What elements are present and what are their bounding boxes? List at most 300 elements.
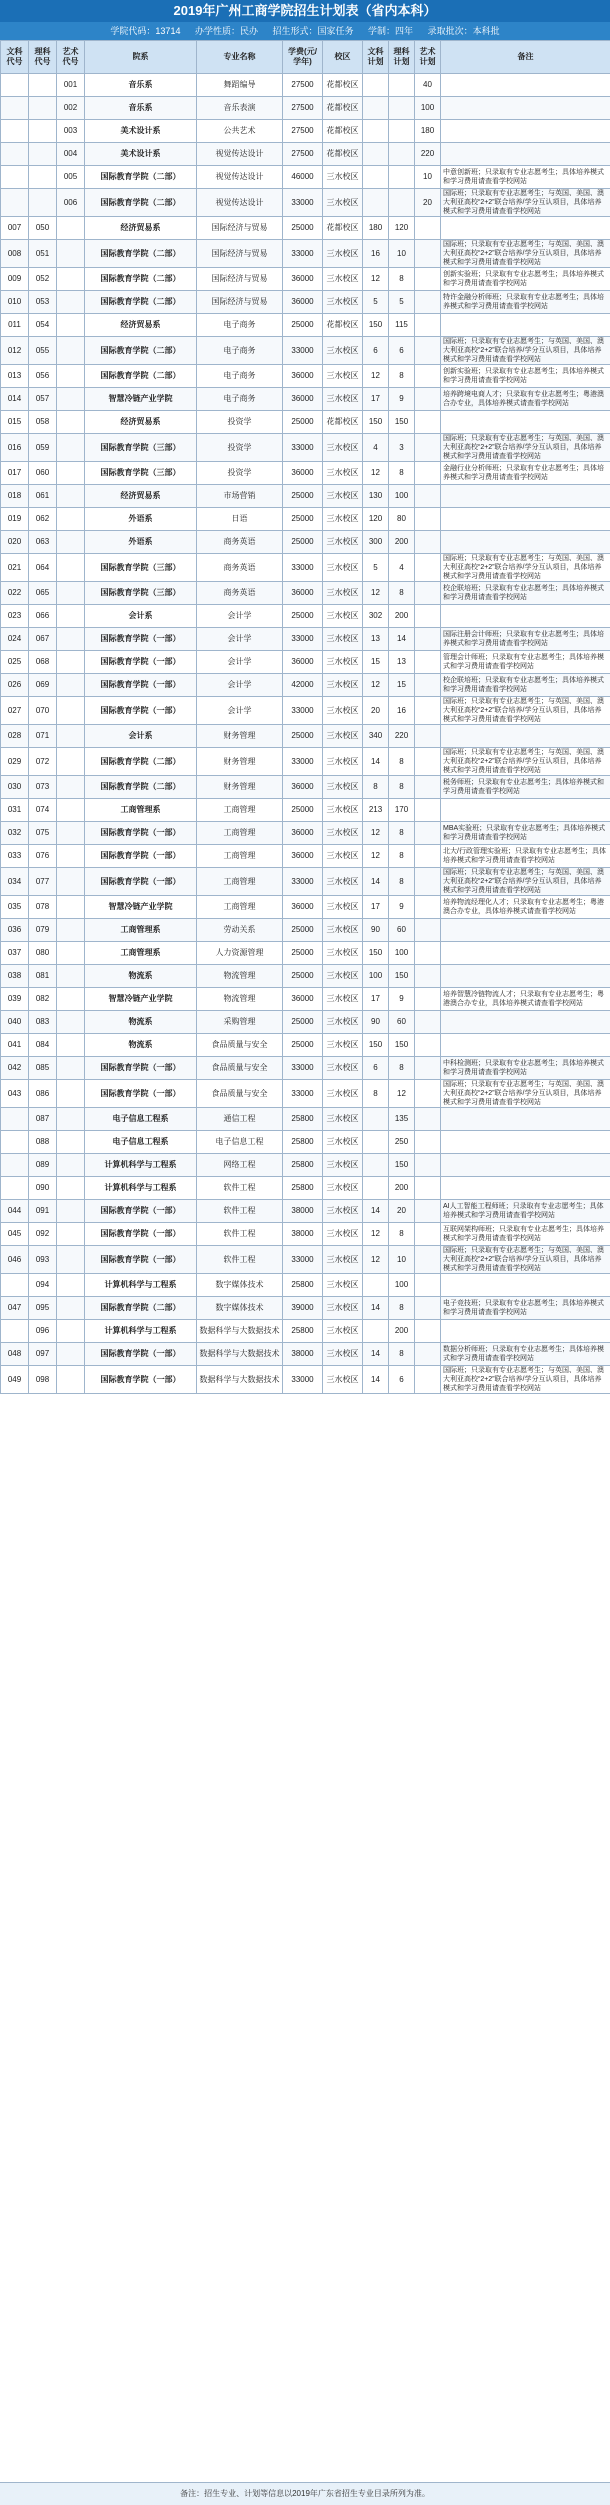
table-row bbox=[1, 697, 610, 725]
arts-code-cell: 010 bbox=[1, 291, 29, 314]
arts-code-cell bbox=[1, 189, 29, 217]
tuition-cell: 36000 bbox=[283, 651, 323, 674]
art-plan-cell bbox=[415, 1223, 441, 1246]
science-code-cell: 060 bbox=[29, 462, 57, 485]
campus-cell: 三水校区 bbox=[323, 988, 363, 1011]
art-code-cell: 005 bbox=[57, 166, 85, 189]
campus-cell: 三水校区 bbox=[323, 919, 363, 942]
major-cell: 商务英语 bbox=[197, 531, 283, 554]
notes-cell: 创新实验班；只录取有专业志愿考生；具体培养模式和学习费用请查看学校网站 bbox=[441, 268, 610, 291]
department-cell: 国际教育学院（一部） bbox=[85, 1057, 197, 1080]
department-cell: 国际教育学院（一部） bbox=[85, 1343, 197, 1366]
art-plan-cell: 20 bbox=[415, 189, 441, 217]
col-header-arts-plan: 文科计划 bbox=[363, 41, 389, 74]
art-plan-cell: 180 bbox=[415, 120, 441, 143]
notes-cell bbox=[441, 217, 610, 240]
campus-cell: 三水校区 bbox=[323, 748, 363, 776]
table-row bbox=[1, 166, 610, 189]
tuition-cell: 25000 bbox=[283, 725, 323, 748]
department-cell: 国际教育学院（三部） bbox=[85, 462, 197, 485]
department-cell: 国际教育学院（二部） bbox=[85, 365, 197, 388]
science-plan-cell: 9 bbox=[389, 988, 415, 1011]
major-cell: 软件工程 bbox=[197, 1177, 283, 1200]
science-plan-cell bbox=[389, 189, 415, 217]
arts-code-cell bbox=[1, 1108, 29, 1131]
art-plan-cell bbox=[415, 988, 441, 1011]
subtitle-school-type: 办学性质：民办 bbox=[194, 26, 258, 36]
art-code-cell bbox=[57, 1223, 85, 1246]
art-plan-cell bbox=[415, 240, 441, 268]
table-row bbox=[1, 965, 610, 988]
major-cell: 视觉传达设计 bbox=[197, 166, 283, 189]
department-cell: 会计系 bbox=[85, 605, 197, 628]
art-plan-cell bbox=[415, 1034, 441, 1057]
department-cell: 计算机科学与工程系 bbox=[85, 1274, 197, 1297]
science-code-cell: 096 bbox=[29, 1320, 57, 1343]
art-plan-cell bbox=[415, 919, 441, 942]
campus-cell: 三水校区 bbox=[323, 485, 363, 508]
table-row bbox=[1, 1131, 610, 1154]
arts-code-cell: 018 bbox=[1, 485, 29, 508]
tuition-cell: 33000 bbox=[283, 434, 323, 462]
subtitle-school-code: 学院代码：13714 bbox=[110, 26, 181, 36]
campus-cell: 三水校区 bbox=[323, 868, 363, 896]
tuition-cell: 36000 bbox=[283, 462, 323, 485]
campus-cell: 三水校区 bbox=[323, 291, 363, 314]
art-code-cell bbox=[57, 1320, 85, 1343]
tuition-cell: 36000 bbox=[283, 582, 323, 605]
table-body bbox=[1, 74, 610, 1394]
art-plan-cell bbox=[415, 1274, 441, 1297]
art-code-cell bbox=[57, 776, 85, 799]
major-cell: 财务管理 bbox=[197, 776, 283, 799]
art-code-cell bbox=[57, 1131, 85, 1154]
arts-plan-cell: 12 bbox=[363, 462, 389, 485]
department-cell: 国际教育学院（二部） bbox=[85, 189, 197, 217]
col-header-science-code: 理科代号 bbox=[29, 41, 57, 74]
table-row bbox=[1, 582, 610, 605]
arts-code-cell: 033 bbox=[1, 845, 29, 868]
art-plan-cell bbox=[415, 365, 441, 388]
arts-plan-cell bbox=[363, 1154, 389, 1177]
major-cell: 电子商务 bbox=[197, 337, 283, 365]
science-plan-cell: 200 bbox=[389, 605, 415, 628]
arts-code-cell: 022 bbox=[1, 582, 29, 605]
art-code-cell bbox=[57, 896, 85, 919]
arts-code-cell bbox=[1, 166, 29, 189]
arts-plan-cell: 8 bbox=[363, 1080, 389, 1108]
arts-plan-cell bbox=[363, 1274, 389, 1297]
campus-cell: 三水校区 bbox=[323, 189, 363, 217]
campus-cell: 三水校区 bbox=[323, 337, 363, 365]
science-plan-cell: 115 bbox=[389, 314, 415, 337]
tuition-cell: 36000 bbox=[283, 988, 323, 1011]
notes-cell: 金融行业分析师班；只录取有专业志愿考生；具体培养模式和学习费用请查看学校网站 bbox=[441, 462, 610, 485]
science-code-cell bbox=[29, 120, 57, 143]
department-cell: 经济贸易系 bbox=[85, 314, 197, 337]
art-plan-cell bbox=[415, 868, 441, 896]
campus-cell: 三水校区 bbox=[323, 799, 363, 822]
table-row bbox=[1, 942, 610, 965]
tuition-cell: 25000 bbox=[283, 1011, 323, 1034]
science-code-cell: 090 bbox=[29, 1177, 57, 1200]
arts-code-cell bbox=[1, 97, 29, 120]
table-row bbox=[1, 776, 610, 799]
science-code-cell: 061 bbox=[29, 485, 57, 508]
table-row bbox=[1, 434, 610, 462]
tuition-cell: 25000 bbox=[283, 942, 323, 965]
science-code-cell: 056 bbox=[29, 365, 57, 388]
science-code-cell: 071 bbox=[29, 725, 57, 748]
science-plan-cell: 200 bbox=[389, 1177, 415, 1200]
arts-code-cell: 011 bbox=[1, 314, 29, 337]
arts-code-cell: 027 bbox=[1, 697, 29, 725]
major-cell: 食品质量与安全 bbox=[197, 1080, 283, 1108]
table-row bbox=[1, 988, 610, 1011]
notes-cell: 校企联培班；只录取有专业志愿考生；具体培养模式和学习费用请查看学校网站 bbox=[441, 582, 610, 605]
tuition-cell: 38000 bbox=[283, 1343, 323, 1366]
table-row bbox=[1, 845, 610, 868]
science-code-cell: 084 bbox=[29, 1034, 57, 1057]
art-code-cell bbox=[57, 1108, 85, 1131]
arts-plan-cell bbox=[363, 166, 389, 189]
arts-code-cell: 029 bbox=[1, 748, 29, 776]
arts-plan-cell: 90 bbox=[363, 919, 389, 942]
art-plan-cell bbox=[415, 1011, 441, 1034]
major-cell: 软件工程 bbox=[197, 1200, 283, 1223]
tuition-cell: 25000 bbox=[283, 314, 323, 337]
major-cell: 投资学 bbox=[197, 411, 283, 434]
table-row bbox=[1, 896, 610, 919]
table-row bbox=[1, 120, 610, 143]
table-row bbox=[1, 74, 610, 97]
science-code-cell: 077 bbox=[29, 868, 57, 896]
campus-cell: 三水校区 bbox=[323, 268, 363, 291]
major-cell: 国际经济与贸易 bbox=[197, 268, 283, 291]
table-row bbox=[1, 868, 610, 896]
art-code-cell bbox=[57, 605, 85, 628]
department-cell: 电子信息工程系 bbox=[85, 1131, 197, 1154]
arts-plan-cell: 14 bbox=[363, 748, 389, 776]
science-code-cell: 076 bbox=[29, 845, 57, 868]
notes-cell: 国际班；只录取有专业志愿考生；与英国、美国、澳大利亚高校“2+2”联合培养/学分互认项目，具体培养模式和学习费用请查看学校网站 bbox=[441, 1366, 610, 1394]
arts-code-cell bbox=[1, 74, 29, 97]
arts-code-cell: 044 bbox=[1, 1200, 29, 1223]
department-cell: 智慧冷链产业学院 bbox=[85, 388, 197, 411]
arts-code-cell: 043 bbox=[1, 1080, 29, 1108]
science-code-cell: 063 bbox=[29, 531, 57, 554]
art-code-cell bbox=[57, 1154, 85, 1177]
tuition-cell: 33000 bbox=[283, 868, 323, 896]
notes-cell bbox=[441, 314, 610, 337]
major-cell: 商务英语 bbox=[197, 554, 283, 582]
table-row bbox=[1, 725, 610, 748]
arts-code-cell: 026 bbox=[1, 674, 29, 697]
campus-cell: 三水校区 bbox=[323, 166, 363, 189]
table-row bbox=[1, 1177, 610, 1200]
science-plan-cell: 8 bbox=[389, 582, 415, 605]
science-code-cell bbox=[29, 166, 57, 189]
table-row bbox=[1, 388, 610, 411]
major-cell: 商务英语 bbox=[197, 582, 283, 605]
arts-plan-cell: 8 bbox=[363, 776, 389, 799]
department-cell: 计算机科学与工程系 bbox=[85, 1177, 197, 1200]
art-plan-cell bbox=[415, 554, 441, 582]
major-cell: 数字媒体技术 bbox=[197, 1297, 283, 1320]
art-code-cell bbox=[57, 217, 85, 240]
major-cell: 电子信息工程 bbox=[197, 1131, 283, 1154]
science-plan-cell: 170 bbox=[389, 799, 415, 822]
science-code-cell: 093 bbox=[29, 1246, 57, 1274]
science-plan-cell: 80 bbox=[389, 508, 415, 531]
arts-plan-cell: 150 bbox=[363, 942, 389, 965]
science-plan-cell: 150 bbox=[389, 1154, 415, 1177]
table-row bbox=[1, 1246, 610, 1274]
table-row bbox=[1, 508, 610, 531]
art-code-cell: 003 bbox=[57, 120, 85, 143]
table-row bbox=[1, 217, 610, 240]
tuition-cell: 25000 bbox=[283, 411, 323, 434]
arts-code-cell: 020 bbox=[1, 531, 29, 554]
art-plan-cell bbox=[415, 434, 441, 462]
science-plan-cell: 60 bbox=[389, 919, 415, 942]
major-cell: 数据科学与大数据技术 bbox=[197, 1343, 283, 1366]
major-cell: 国际经济与贸易 bbox=[197, 240, 283, 268]
science-code-cell: 070 bbox=[29, 697, 57, 725]
science-plan-cell: 220 bbox=[389, 725, 415, 748]
campus-cell: 三水校区 bbox=[323, 1011, 363, 1034]
science-code-cell: 050 bbox=[29, 217, 57, 240]
arts-code-cell: 049 bbox=[1, 1366, 29, 1394]
arts-plan-cell: 14 bbox=[363, 1343, 389, 1366]
science-plan-cell bbox=[389, 74, 415, 97]
notes-cell bbox=[441, 1034, 610, 1057]
department-cell: 电子信息工程系 bbox=[85, 1108, 197, 1131]
major-cell: 数据科学与大数据技术 bbox=[197, 1320, 283, 1343]
department-cell: 经济贸易系 bbox=[85, 485, 197, 508]
col-header-art-plan: 艺术计划 bbox=[415, 41, 441, 74]
art-code-cell bbox=[57, 485, 85, 508]
department-cell: 工商管理系 bbox=[85, 799, 197, 822]
tuition-cell: 25000 bbox=[283, 508, 323, 531]
notes-cell: 国际班；只录取有专业志愿考生；与英国、美国、澳大利亚高校“2+2”联合培养/学分互认项目，具体培养模式和学习费用请查看学校网站 bbox=[441, 868, 610, 896]
notes-cell bbox=[441, 799, 610, 822]
science-code-cell bbox=[29, 143, 57, 166]
table-row bbox=[1, 919, 610, 942]
notes-cell bbox=[441, 1154, 610, 1177]
campus-cell: 花都校区 bbox=[323, 217, 363, 240]
art-plan-cell bbox=[415, 268, 441, 291]
science-plan-cell: 6 bbox=[389, 1366, 415, 1394]
arts-code-cell: 019 bbox=[1, 508, 29, 531]
campus-cell: 三水校区 bbox=[323, 1274, 363, 1297]
art-plan-cell bbox=[415, 411, 441, 434]
notes-cell: 税务师班；只录取有专业志愿考生；具体培养模式和学习费用请查看学校网站 bbox=[441, 776, 610, 799]
tuition-cell: 27500 bbox=[283, 74, 323, 97]
table-row bbox=[1, 189, 610, 217]
art-code-cell bbox=[57, 365, 85, 388]
department-cell: 工商管理系 bbox=[85, 919, 197, 942]
major-cell: 工商管理 bbox=[197, 822, 283, 845]
department-cell: 国际教育学院（一部） bbox=[85, 1366, 197, 1394]
science-plan-cell: 8 bbox=[389, 868, 415, 896]
arts-plan-cell: 12 bbox=[363, 1223, 389, 1246]
science-code-cell: 094 bbox=[29, 1274, 57, 1297]
campus-cell: 三水校区 bbox=[323, 531, 363, 554]
campus-cell: 三水校区 bbox=[323, 508, 363, 531]
science-plan-cell: 8 bbox=[389, 776, 415, 799]
arts-plan-cell: 6 bbox=[363, 337, 389, 365]
art-code-cell bbox=[57, 1177, 85, 1200]
arts-plan-cell: 340 bbox=[363, 725, 389, 748]
arts-plan-cell: 150 bbox=[363, 314, 389, 337]
table-row bbox=[1, 1034, 610, 1057]
science-plan-cell: 3 bbox=[389, 434, 415, 462]
table-row bbox=[1, 799, 610, 822]
major-cell: 数字媒体技术 bbox=[197, 1274, 283, 1297]
science-plan-cell: 8 bbox=[389, 462, 415, 485]
department-cell: 经济贸易系 bbox=[85, 411, 197, 434]
campus-cell: 三水校区 bbox=[323, 1177, 363, 1200]
arts-plan-cell bbox=[363, 143, 389, 166]
tuition-cell: 38000 bbox=[283, 1200, 323, 1223]
science-code-cell: 052 bbox=[29, 268, 57, 291]
arts-code-cell: 015 bbox=[1, 411, 29, 434]
science-plan-cell: 8 bbox=[389, 845, 415, 868]
arts-code-cell bbox=[1, 143, 29, 166]
notes-cell: 培养跨境电商人才；只录取有专业志愿考生；粤港澳合办专业，具体培养模式请查看学校网站 bbox=[441, 388, 610, 411]
arts-code-cell: 041 bbox=[1, 1034, 29, 1057]
table-row bbox=[1, 554, 610, 582]
art-plan-cell bbox=[415, 1177, 441, 1200]
department-cell: 计算机科学与工程系 bbox=[85, 1154, 197, 1177]
art-plan-cell bbox=[415, 217, 441, 240]
notes-cell bbox=[441, 531, 610, 554]
major-cell: 国际经济与贸易 bbox=[197, 217, 283, 240]
arts-code-cell: 016 bbox=[1, 434, 29, 462]
art-code-cell bbox=[57, 291, 85, 314]
table-row bbox=[1, 1080, 610, 1108]
arts-plan-cell bbox=[363, 1177, 389, 1200]
science-plan-cell: 6 bbox=[389, 337, 415, 365]
department-cell: 国际教育学院（二部） bbox=[85, 776, 197, 799]
campus-cell: 三水校区 bbox=[323, 776, 363, 799]
arts-code-cell: 048 bbox=[1, 1343, 29, 1366]
tuition-cell: 25000 bbox=[283, 1034, 323, 1057]
science-plan-cell: 20 bbox=[389, 1200, 415, 1223]
art-code-cell bbox=[57, 1343, 85, 1366]
science-code-cell: 087 bbox=[29, 1108, 57, 1131]
notes-cell: 国际班；只录取有专业志愿考生；与英国、美国、澳大利亚高校“2+2”联合培养/学分互认项目，具体培养模式和学习费用请查看学校网站 bbox=[441, 337, 610, 365]
art-plan-cell bbox=[415, 1343, 441, 1366]
arts-code-cell: 031 bbox=[1, 799, 29, 822]
tuition-cell: 25000 bbox=[283, 485, 323, 508]
department-cell: 会计系 bbox=[85, 725, 197, 748]
table-row bbox=[1, 1108, 610, 1131]
science-plan-cell: 15 bbox=[389, 674, 415, 697]
campus-cell: 三水校区 bbox=[323, 1080, 363, 1108]
science-plan-cell: 100 bbox=[389, 485, 415, 508]
arts-plan-cell: 12 bbox=[363, 674, 389, 697]
tuition-cell: 36000 bbox=[283, 845, 323, 868]
arts-code-cell: 008 bbox=[1, 240, 29, 268]
art-code-cell bbox=[57, 337, 85, 365]
campus-cell: 三水校区 bbox=[323, 605, 363, 628]
notes-cell: 国际注册会计师班；只录取有专业志愿考生；具体培养模式和学习费用请查看学校网站 bbox=[441, 628, 610, 651]
arts-code-cell: 036 bbox=[1, 919, 29, 942]
arts-plan-cell: 12 bbox=[363, 822, 389, 845]
table-row bbox=[1, 1274, 610, 1297]
department-cell: 国际教育学院（二部） bbox=[85, 268, 197, 291]
arts-plan-cell bbox=[363, 1320, 389, 1343]
science-plan-cell: 120 bbox=[389, 217, 415, 240]
art-plan-cell bbox=[415, 485, 441, 508]
science-code-cell: 078 bbox=[29, 896, 57, 919]
art-plan-cell bbox=[415, 822, 441, 845]
notes-cell: 培养物流经理化人才；只录取有专业志愿考生；粤港澳合办专业，具体培养模式请查看学校网站 bbox=[441, 896, 610, 919]
campus-cell: 三水校区 bbox=[323, 434, 363, 462]
tuition-cell: 33000 bbox=[283, 628, 323, 651]
tuition-cell: 33000 bbox=[283, 1057, 323, 1080]
major-cell: 工商管理 bbox=[197, 896, 283, 919]
notes-cell bbox=[441, 1011, 610, 1034]
col-header-department: 院系 bbox=[85, 41, 197, 74]
subtitle-bar bbox=[0, 22, 610, 40]
tuition-cell: 25800 bbox=[283, 1274, 323, 1297]
tuition-cell: 42000 bbox=[283, 674, 323, 697]
table-row bbox=[1, 411, 610, 434]
department-cell: 外语系 bbox=[85, 531, 197, 554]
table-row bbox=[1, 628, 610, 651]
science-code-cell: 092 bbox=[29, 1223, 57, 1246]
table-row bbox=[1, 1320, 610, 1343]
arts-plan-cell: 300 bbox=[363, 531, 389, 554]
major-cell: 会计学 bbox=[197, 628, 283, 651]
art-plan-cell bbox=[415, 1297, 441, 1320]
art-code-cell bbox=[57, 919, 85, 942]
arts-code-cell: 028 bbox=[1, 725, 29, 748]
major-cell: 电子商务 bbox=[197, 388, 283, 411]
art-code-cell bbox=[57, 868, 85, 896]
department-cell: 国际教育学院（三部） bbox=[85, 554, 197, 582]
campus-cell: 三水校区 bbox=[323, 942, 363, 965]
department-cell: 国际教育学院（二部） bbox=[85, 291, 197, 314]
tuition-cell: 25800 bbox=[283, 1108, 323, 1131]
science-code-cell: 080 bbox=[29, 942, 57, 965]
col-header-art-code: 艺术代号 bbox=[57, 41, 85, 74]
art-plan-cell bbox=[415, 1246, 441, 1274]
campus-cell: 三水校区 bbox=[323, 365, 363, 388]
department-cell: 国际教育学院（一部） bbox=[85, 651, 197, 674]
science-code-cell: 095 bbox=[29, 1297, 57, 1320]
major-cell: 物流管理 bbox=[197, 965, 283, 988]
campus-cell: 三水校区 bbox=[323, 1366, 363, 1394]
campus-cell: 三水校区 bbox=[323, 651, 363, 674]
department-cell: 国际教育学院（一部） bbox=[85, 628, 197, 651]
science-plan-cell: 200 bbox=[389, 1320, 415, 1343]
science-code-cell: 068 bbox=[29, 651, 57, 674]
science-plan-cell bbox=[389, 166, 415, 189]
major-cell: 数据科学与大数据技术 bbox=[197, 1366, 283, 1394]
notes-cell: MBA实验班；只录取有专业志愿考生；具体培养模式和学习费用请查看学校网站 bbox=[441, 822, 610, 845]
arts-code-cell bbox=[1, 1154, 29, 1177]
arts-plan-cell: 4 bbox=[363, 434, 389, 462]
science-code-cell: 069 bbox=[29, 674, 57, 697]
art-plan-cell: 220 bbox=[415, 143, 441, 166]
table-row bbox=[1, 1200, 610, 1223]
art-plan-cell bbox=[415, 748, 441, 776]
art-code-cell: 004 bbox=[57, 143, 85, 166]
